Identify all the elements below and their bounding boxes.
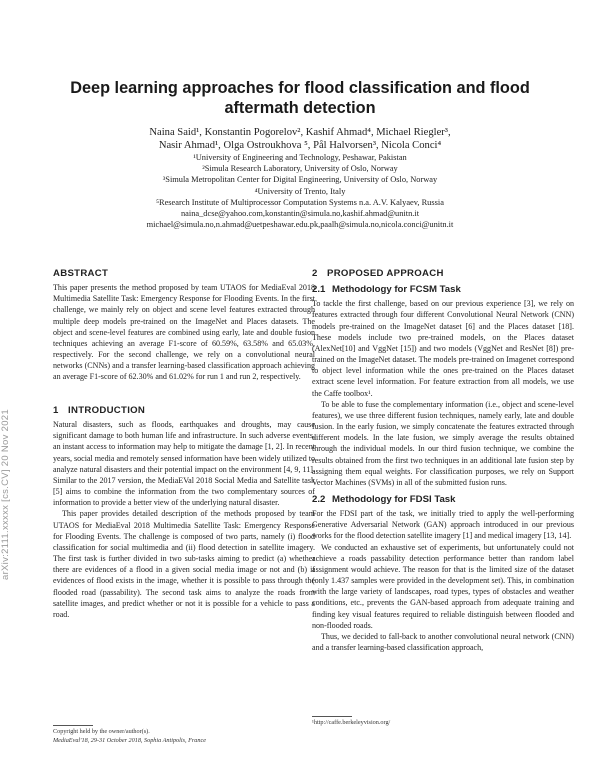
abstract-text: This paper presents the method proposed by team UTAOS for MediaEval 2018 Multimedia Satellite Task: Emergency Response for Flooding Events. In the first challenge, we mainly rely on object and scene level features extracted through multiple deep models pre-trained on the ImageNet and Places datasets. The object and scene-level features are combined using early, late and double fusion techniques achieving an average F1-score of 60.59%, 63.58% and 65.03%, respectively. For the second challenge, we rely on a convolutional neural networks (CNNs) and a transfer learning-based classification approach achieving an average F1-score of 62.30% and 61.02% for run 1 and run 2, respectively. — [53, 283, 315, 382]
proposed-approach-section — [312, 268, 574, 488]
subsection-heading-fcsm — [312, 284, 574, 295]
fdsi-subsection — [312, 494, 574, 653]
proposed-heading — [312, 268, 574, 279]
author-emails: michael@simula.no,n.ahmad@uetpeshawar.edu.pk,paalh@simula.no,nicola.conci@unitn.it — [146, 220, 454, 230]
affiliation: ¹University of Engineering and Technology, Peshawar, Pakistan — [193, 153, 407, 162]
paper-title: Deep learning approaches for flood classification and flood aftermath detection — [70, 79, 530, 117]
fcsm-paragraph-2: To be able to fuse the complementary information (i.e., object and scene-level features), we use three different fusion techniques, namely early, late and double fusion. In the early fusion, we simply concatenate the features extracted through different models. In the late fusion, we simply average the results obtained through the individual models. In our third fusion technique, we combine the results obtained from the first two techniques in an additional late fusion step by assigning them equal weights. For classification purposes, we rely on Support Vector Machines (SVMs) in all of the submitted fusion runs. — [312, 399, 574, 487]
author-line: Naina Said¹, Konstantin Pogorelov², Kashif Ahmad⁴, Michael Riegler³, — [149, 127, 451, 138]
fcsm-paragraph-1: To tackle the first challenge, based on our previous experience [3], we rely on features extracted through four different Convolutional Neural Network (CNN) models pre-trained on the ImageNet dataset [6] and the Places dataset [18]. These models include two pre-trained models, on the Places dataset (AlexNet[10] and VggNet [15]) and two models (VggNet and ResNet [8]) pre-trained on the ImageNet dataset. The models pre-trained on Imagenet correspond to object level information while the ones pre-trained on the Places dataset extract scene level information. For feature extraction from all models, we use the Caffe toolbox¹. — [312, 299, 574, 398]
abstract-heading: ABSTRACT — [53, 268, 109, 279]
section-number: 1 — [53, 405, 59, 416]
subsection-title: Methodology for FCSM Task — [332, 284, 461, 296]
section-title: PROPOSED APPROACH — [327, 268, 444, 279]
section-number: 2 — [312, 268, 318, 279]
footnote-caffe: ¹http://caffe.berkeleyvision.org/ — [312, 719, 391, 726]
intro-paragraph-1: Natural disasters, such as floods, earthquakes and droughts, may cause significant damage to both human life and infrastructure. In such adverse events, an instant access to information may help to mitigate the damage [1, 2]. In recent years, social media and remotely sensed information have been widely utilized to analyze natural disasters and their potential impact on the environment [4, 9, 11]. Similar to the 2017 version, the MediaEVal 2018 Social Media and Satellite task [5] aims to combine the information from the two complementary sources of information to provide a better view of the underlying natural disaster. — [53, 420, 315, 508]
fdsi-paragraph-2: We conducted an exhaustive set of experiments, but unfortunately could not achieve a roads passability detection performance better than random label assignment would achieve. The reason for that is the limited size of the dataset (only 1.437 samples were provided in the development set). This, in combination with the large variety of landscapes, road types, types of obstacles and weather conditions, etc., prevents the GAN-based approach from adequate training and finding key visual features required to reliable distinguish between flooded and non-flooded roads. — [312, 542, 574, 630]
fdsi-paragraph-1: For the FDSI part of the task, we initially tried to apply the well-performing Generative Adversarial Network (GAN) approach introduced in our previous works for the flood detection satellite imagery [1] and medical imagery [13, 14]. — [312, 509, 574, 541]
author-line: Nasir Ahmad¹, Olga Ostroukhova ⁵, Pål Halvorsen³, Nicola Conci⁴ — [158, 140, 442, 151]
footnote-rule — [53, 725, 93, 726]
venue-text: MediaEval'18, 29-31 October 2018, Sophia Antipolis, France — [53, 737, 206, 744]
author-list — [30, 126, 570, 152]
abstract-section — [53, 268, 315, 383]
arxiv-stamp: arXiv:2111.xxxxx [cs.CV] 20 Nov 2021 — [0, 409, 11, 580]
footnote-rule — [312, 716, 352, 717]
venue-note — [53, 737, 206, 745]
fdsi-paragraph-3: Thus, we decided to fall-back to another convolutional neural network (CNN) and a transfer learning-based classification approach, — [312, 631, 574, 653]
affiliation: ³Simula Metropolitan Center for Digital Engineering, University of Oslo, Norway — [162, 175, 438, 185]
intro-paragraph-2: This paper provides detailed description of the methods proposed by team UTAOS for MediaEval 2018 Multimedia Satellite Task: Emergency Response for Flooding Events. The challenge is composed of two parts, namely (i) flood classification for social multimedia and (ii) flood detection in satellite imagery. The first task is further divided in two sub-tasks aiming to predict (a) whether there are evidences of a flood in a given social media image or not and (b) if evidences of flood exists in the image, whether it is possible to pass through the flooded road (passability). The second task aims to analyze the roads from satellite images, and predict whether or not it is possible for a vehicle to pass a road. — [53, 509, 315, 619]
subsection-heading-fdsi — [312, 494, 574, 505]
affiliation: ²Simula Research Laboratory, University of Oslo, Norway — [202, 164, 398, 174]
introduction-heading — [53, 405, 315, 416]
affiliation: ⁵Research Institute of Multiprocessor Computation Systems n.a. A.V. Kalyaev, Russia — [156, 197, 444, 207]
subsection-number: 2.2 — [312, 494, 326, 505]
affiliation: ⁴University of Trento, Italy — [254, 186, 346, 196]
affiliation-list — [30, 152, 570, 230]
subsection-number: 2.1 — [312, 284, 326, 296]
subsection-title: Methodology for FDSI Task — [332, 494, 456, 505]
section-title: INTRODUCTION — [68, 405, 146, 416]
introduction-section — [53, 405, 315, 620]
author-emails: naina_dcse@yahoo.com,konstantin@simula.no,kashif.ahmad@unitn.it — [180, 209, 420, 219]
copyright-note: Copyright held by the owner/author(s). — [53, 728, 150, 735]
